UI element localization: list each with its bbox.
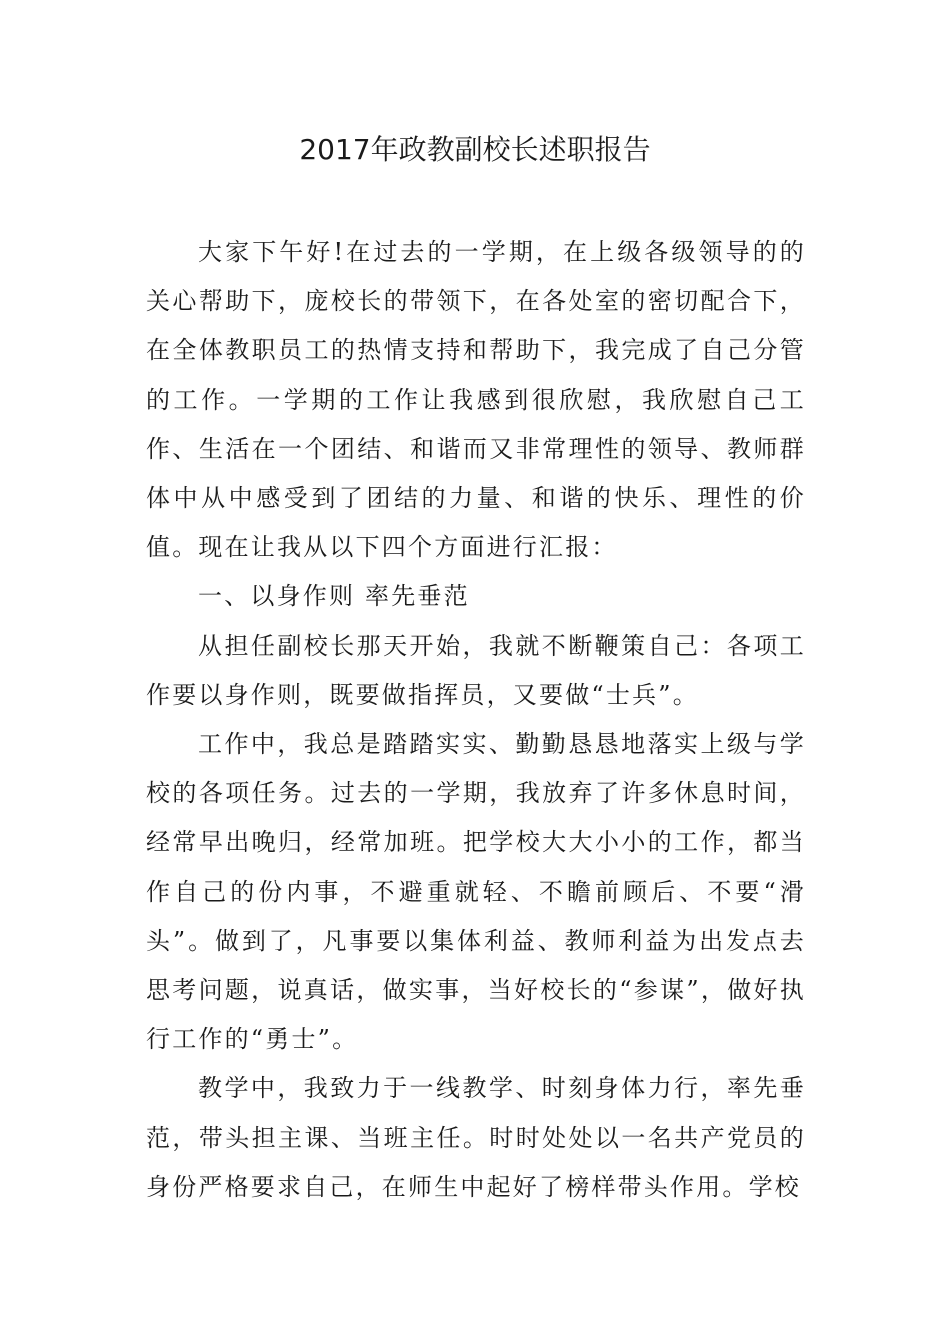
paragraph-self-discipline: 从担任副校长那天开始，我就不断鞭策自己：各项工作要以身作则，既要做指挥员，又要做“士兵”。 — [146, 631, 806, 709]
paragraph-greeting: 大家下午好!在过去的一学期，在上级各级领导的的关心帮助下，庞校长的带领下，在各处室的密切配合下，在全体教职员工的热情支持和帮助下，我完成了自己分管的工作。一学期的工作让我感到很欣慰，我欣慰自己工作、生活在一个团结、和谐而又非常理性的领导、教师群体中从中感受到了团结的力量、和谐的快乐、理性的价值。现在让我从以下四个方面进行汇报： — [146, 238, 806, 562]
paragraph-teaching: 教学中，我致力于一线教学、时刻身体力行，率先垂范，带头担主课、当班主任。时时处处以一名共产党员的身份严格要求自己，在师生中起好了榜样带头作用。学校 — [146, 1074, 806, 1201]
paragraph-work: 工作中，我总是踏踏实实、勤勤恳恳地落实上级与学校的各项任务。过去的一学期，我放弃了许多休息时间，经常早出晚归，经常加班。把学校大大小小的工作，都当作自己的份内事，不避重就轻、不瞻前顾后、不要“滑头”。做到了，凡事要以集体利益、教师利益为出发点去思考问题，说真话，做实事，当好校长的“参谋”，做好执行工作的“勇士”。 — [146, 730, 806, 1054]
document-title: 2017年政教副校长述职报告 — [299, 133, 651, 166]
document-body — [146, 228, 806, 1212]
section-heading-1: 一、以身作则 率先垂范 — [198, 582, 470, 611]
